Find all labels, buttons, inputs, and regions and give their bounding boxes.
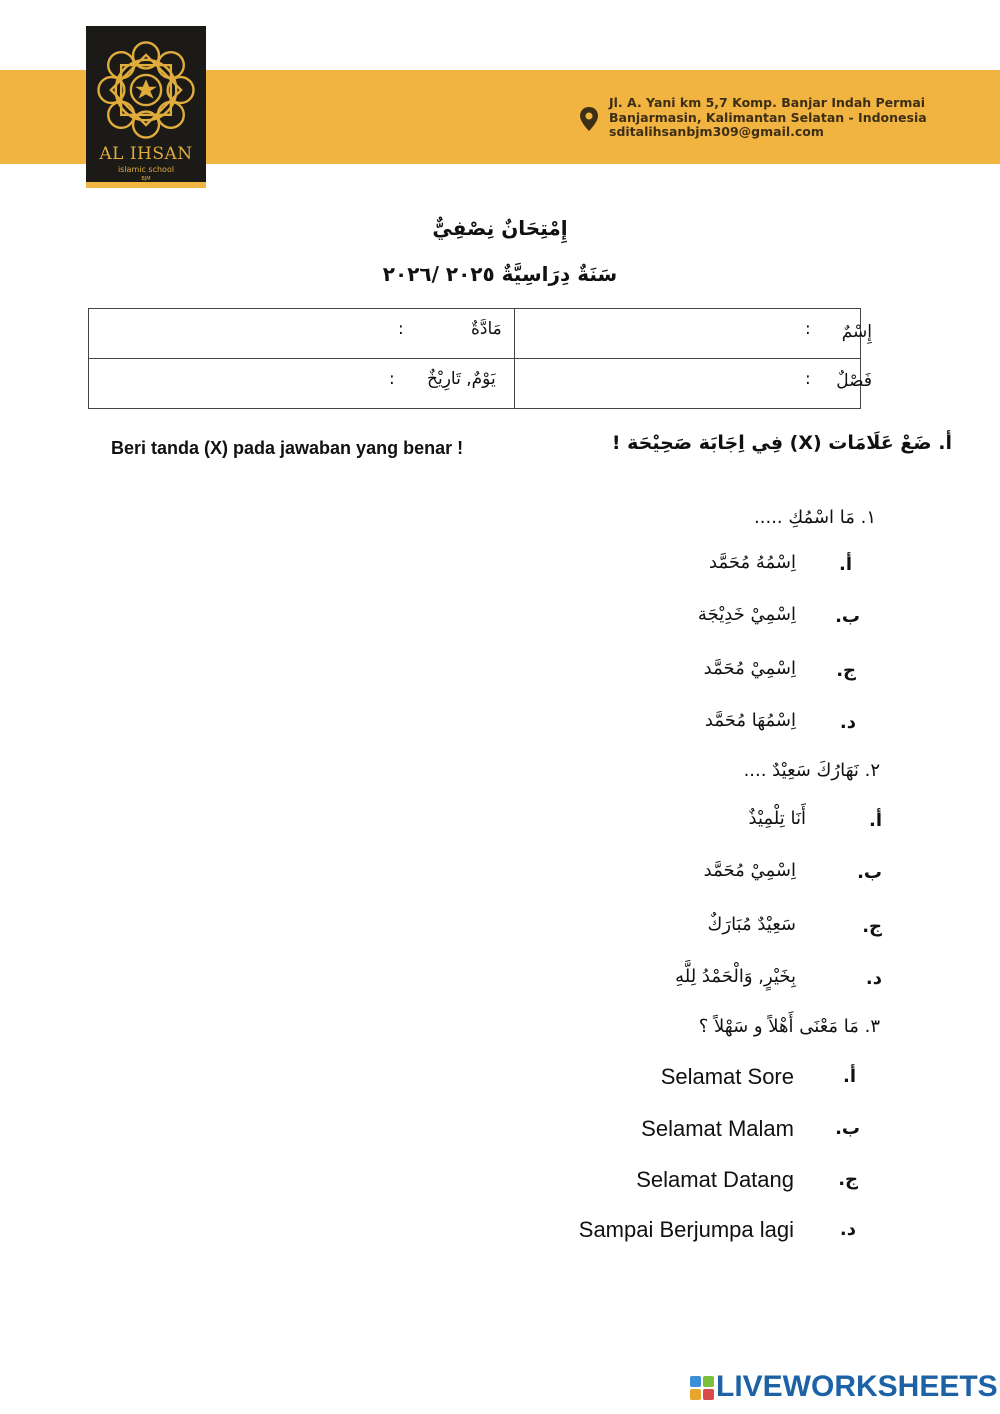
option-text: اِسْمِيْ مُحَمَّد (703, 860, 796, 881)
option-letter: د. (839, 1219, 856, 1240)
option-text: بِخَيْرٍ, وَالْحَمْدُ لِلَّهِ (675, 966, 796, 987)
option-text: اِسْمِيْ خَدِيْجَة (697, 604, 796, 625)
option-text: سَعِيْدٌ مُبَارَكٌ (707, 914, 796, 935)
logo-subtitle: islamic school (117, 165, 175, 174)
location-pin-icon (578, 106, 600, 132)
option-text: Selamat Sore (660, 1064, 794, 1089)
q2-option-d[interactable] (650, 962, 890, 998)
address-line-2: Banjarmasin, Kalimantan Selatan - Indonesia (609, 110, 927, 125)
q3-option-b[interactable] (620, 1112, 870, 1150)
subject-field[interactable] (109, 317, 379, 351)
address-line-1: Jl. A. Yani km 5,7 Komp. Banjar Indah Permai (609, 95, 926, 110)
option-text: Selamat Malam (641, 1116, 794, 1141)
option-letter: أ. (842, 1066, 856, 1087)
option-letter: ب. (835, 606, 860, 627)
date-colon: : (389, 369, 395, 389)
option-letter: ج. (838, 1169, 858, 1190)
q3-option-a[interactable] (640, 1060, 870, 1098)
logo-accent-strip (86, 182, 206, 188)
option-text: اِسْمُهُ مُحَمَّد (709, 552, 796, 573)
option-letter: د. (865, 968, 882, 989)
exam-title: إِمْتِحَانٌ نِصْفِيٌّ (432, 216, 568, 240)
instruction-arabic: أ. ضَعْ عَلَامَات (X) فِي اِجَابَة صَحِيْحَة ! (611, 432, 952, 454)
question-3-text: ٣. مَا مَعْنَى أَهْلاً و سَهْلاً ؟ (698, 1016, 880, 1037)
option-letter: ج. (836, 660, 856, 681)
address-email: sditalihsanbjm309@gmail.com (609, 124, 824, 139)
option-text: اِسْمُهَا مُحَمَّد (704, 710, 796, 731)
logo-square-icon (703, 1376, 714, 1387)
school-logo (86, 26, 206, 188)
q2-option-b[interactable] (690, 856, 890, 892)
school-year: سَنَةٌ دِرَاسِيَّةٌ ٢٠٢٥ /٢٠٢٦ (382, 262, 618, 286)
date-label: يَوْمٌ, تَارِيْخٌ (427, 369, 496, 389)
q1-option-b[interactable] (680, 600, 870, 636)
option-letter: أ. (838, 554, 852, 575)
q2-option-c[interactable] (690, 910, 890, 946)
q3-option-d[interactable] (555, 1213, 870, 1251)
option-text: اِسْمِيْ مُحَمَّد (703, 658, 796, 679)
q1-option-c[interactable] (690, 654, 870, 690)
subject-label: مَادَّةٌ (471, 319, 502, 339)
question-1-text: ١. مَا اسْمُكِ ..... (754, 507, 876, 528)
name-label: إِسْمٌ (841, 322, 872, 342)
ornament-icon (92, 36, 200, 144)
option-letter: أ. (868, 810, 882, 831)
subject-colon: : (398, 319, 404, 339)
q1-option-a[interactable] (690, 548, 870, 584)
class-field[interactable] (529, 367, 779, 401)
q3-option-c[interactable] (615, 1163, 870, 1201)
option-text: Selamat Datang (636, 1167, 794, 1192)
q2-option-a[interactable] (720, 804, 890, 840)
q1-option-d[interactable] (690, 706, 870, 742)
option-letter: ب. (835, 1118, 860, 1139)
class-label: فَصْلٌ (836, 371, 872, 391)
logo-square-icon (703, 1389, 714, 1400)
date-field[interactable] (109, 367, 379, 401)
name-colon: : (805, 319, 811, 339)
logo-square-icon (690, 1376, 701, 1387)
option-letter: ب. (857, 862, 882, 883)
option-text: Sampai Berjumpa lagi (578, 1217, 794, 1242)
option-text: أَنَا تِلْمِيْذٌ (748, 808, 806, 829)
instruction-indonesian: Beri tanda (X) pada jawaban yang benar ! (111, 438, 464, 458)
option-letter: ج. (862, 916, 882, 937)
class-colon: : (805, 369, 811, 389)
logo-tag: BJM (141, 176, 151, 182)
option-letter: د. (839, 712, 856, 733)
question-2-text: ٢. نَهَارُكَ سَعِيْدٌ .... (743, 760, 880, 781)
student-info-table (88, 308, 872, 409)
brand-text: LIVEWORKSHEETS (716, 1370, 998, 1403)
logo-square-icon (690, 1389, 701, 1400)
logo-name: AL IHSAN (99, 144, 193, 164)
name-field[interactable] (529, 317, 779, 351)
